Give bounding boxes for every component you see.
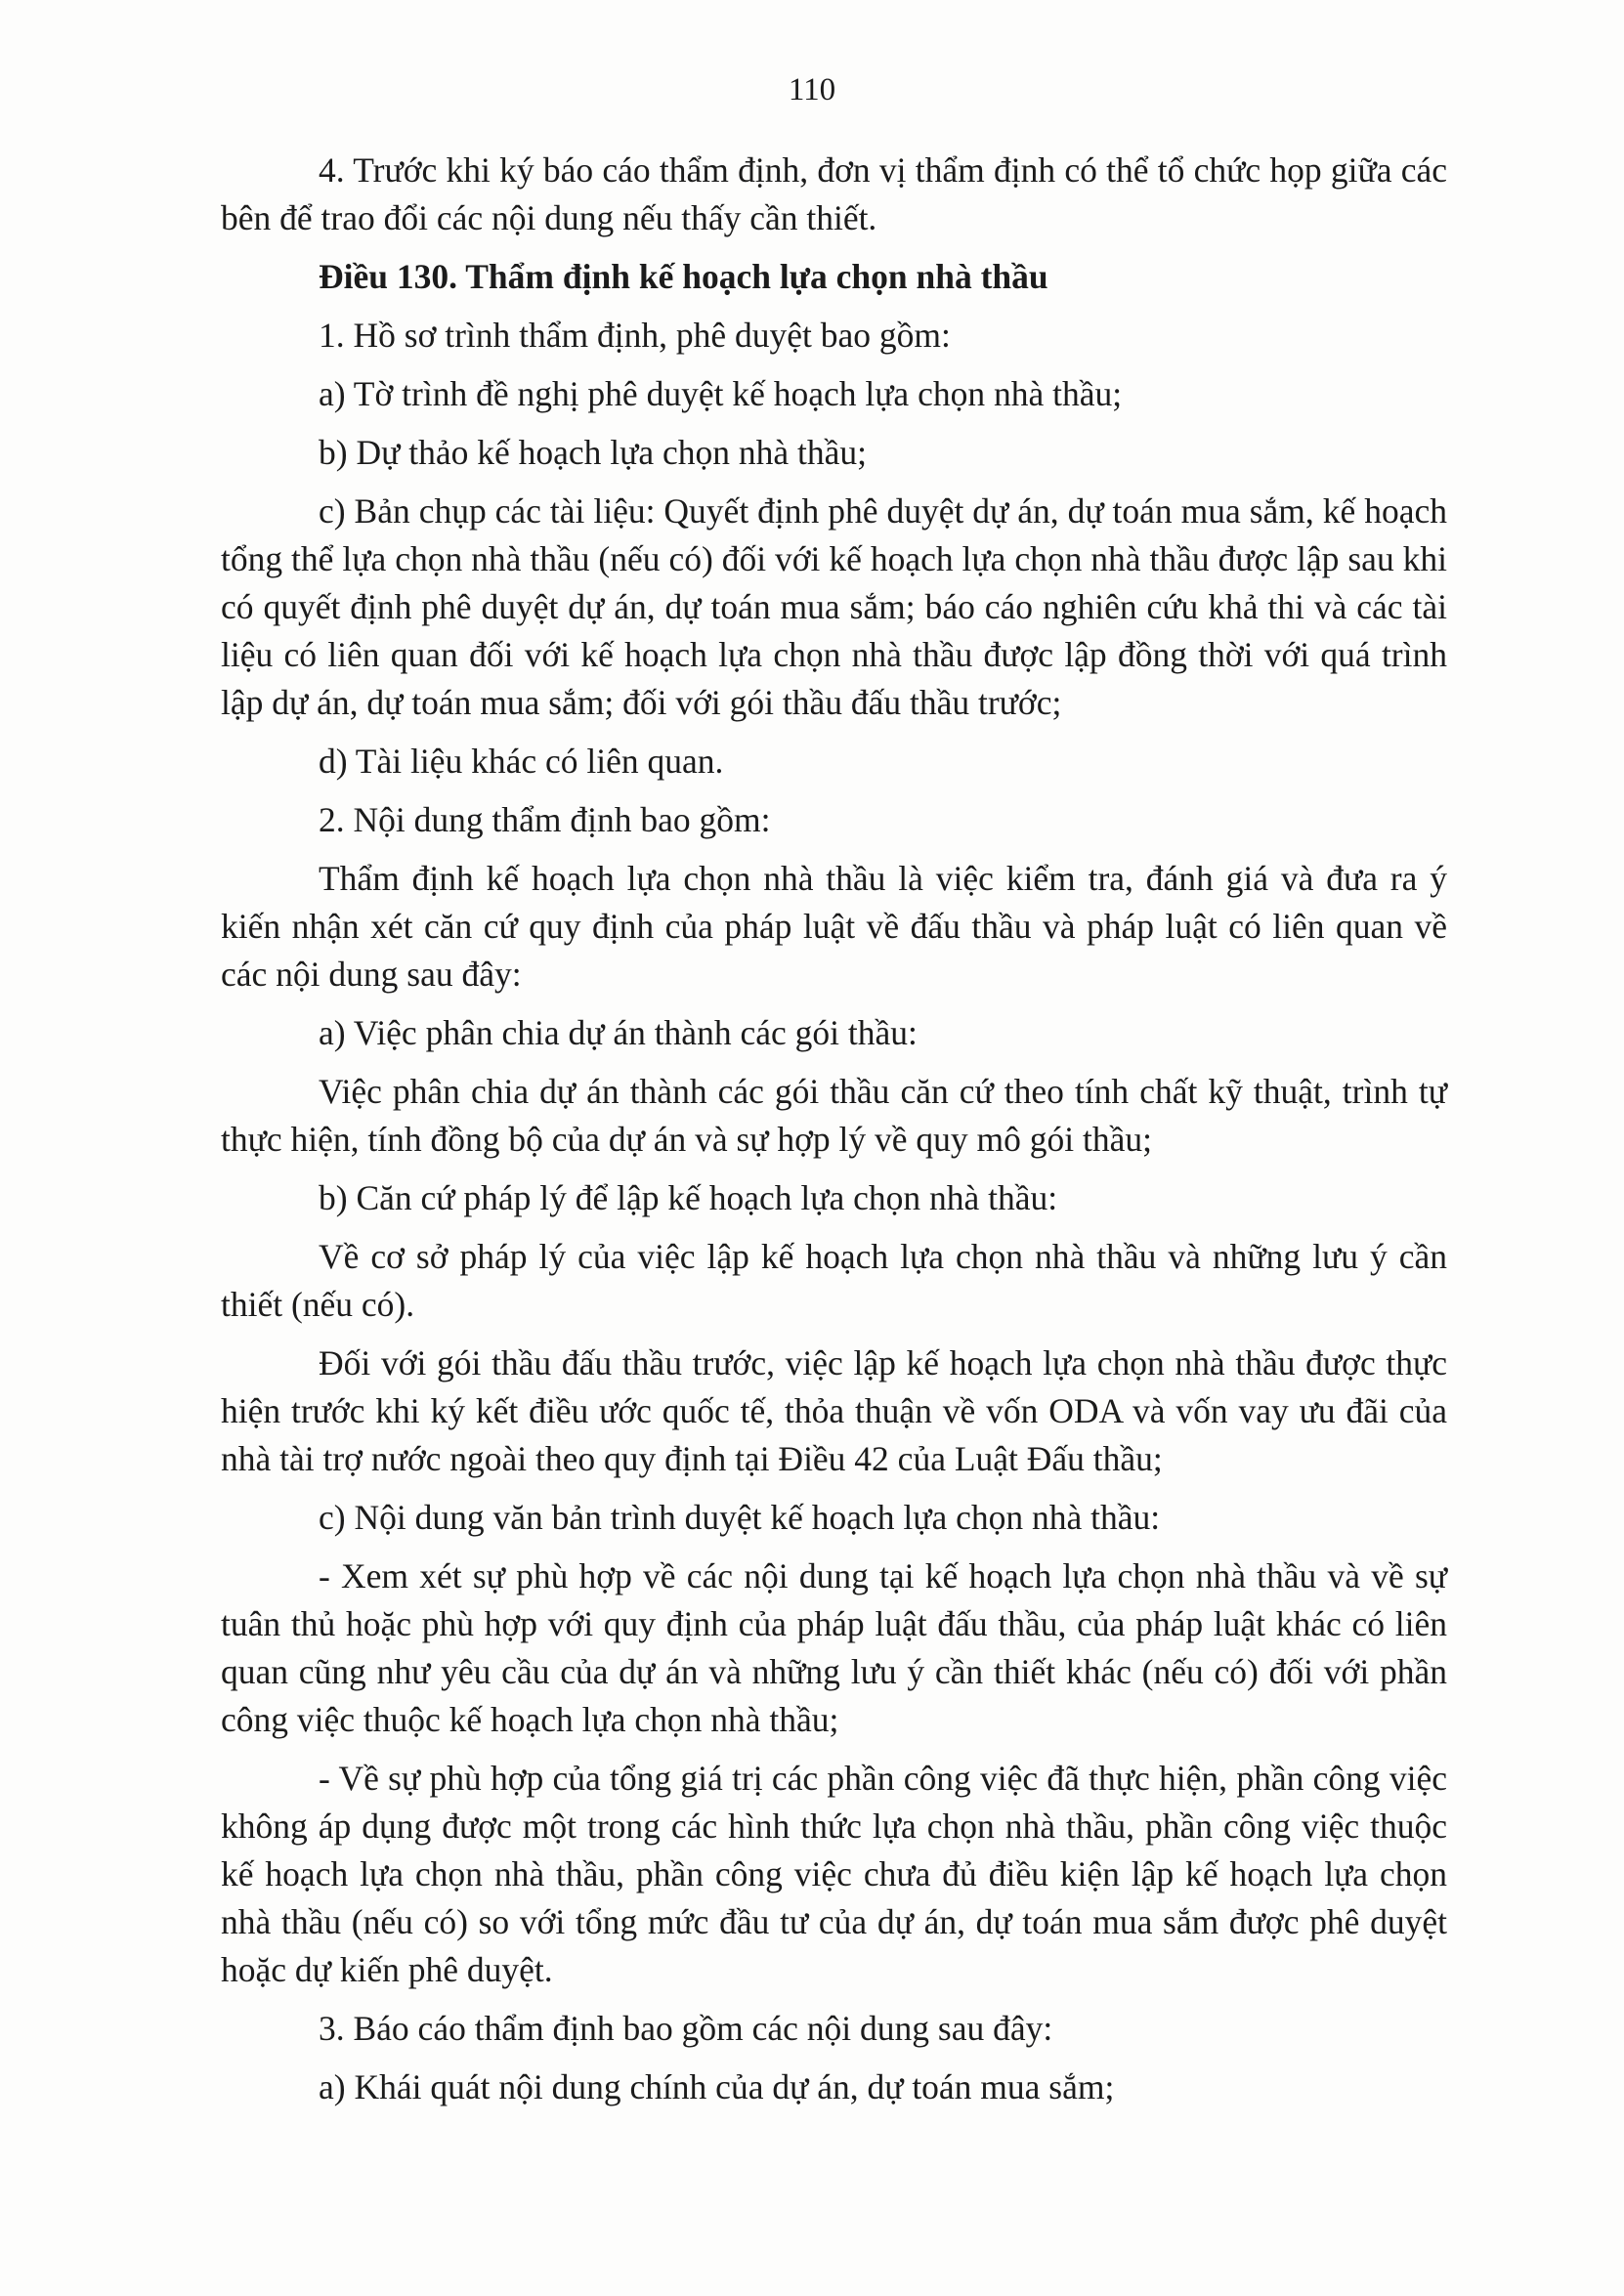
item-a-package-division: a) Việc phân chia dự án thành các gói thầu: (319, 1013, 918, 1052)
item-c-submission-content: c) Nội dung văn bản trình duyệt kế hoạch lựa chọn nhà thầu: (319, 1498, 1161, 1537)
clause-1-dossier: 1. Hồ sơ trình thẩm định, phê duyệt bao gồm: (319, 316, 951, 355)
article-130-heading: Điều 130. Thẩm định kế hoạch lựa chọn nhà thầu (319, 257, 1048, 296)
paragraph-4-pre-signing-meeting: 4. Trước khi ký báo cáo thẩm định, đơn vị thẩm định có thể tổ chức họp giữa các bên để trao đổi các nội dung nếu thấy cần thiết. (221, 150, 1447, 237)
item-a-submission: a) Tờ trình đề nghị phê duyệt kế hoạch lựa chọn nhà thầu; (319, 374, 1123, 413)
item-b-legal-basis: b) Căn cứ pháp lý để lập kế hoạch lựa chọn nhà thầu: (319, 1178, 1058, 1217)
clause-2-appraisal-content: 2. Nội dung thẩm định bao gồm: (319, 800, 771, 839)
item-c-document-copies: c) Bản chụp các tài liệu: Quyết định phê duyệt dự án, dự toán mua sắm, kế hoạch tổng thể lựa chọn nhà thầu (nếu có) đối với kế hoạch lựa chọn nhà thầu được lập sau khi có quyết định phê duyệt dự án, dự toán mua sắm; báo cáo nghiên cứu khả thi và các tài liệu có liên quan đối với kế hoạch lựa chọn nhà thầu được lập đồng thời với quá trình lập dự án, dự toán mua sắm; đối với gói thầu đấu thầu trước; (221, 491, 1447, 722)
item-b-draft-plan: b) Dự thảo kế hoạch lựa chọn nhà thầu; (319, 433, 867, 472)
item-d-other-documents: d) Tài liệu khác có liên quan. (319, 742, 724, 781)
package-division-detail: Việc phân chia dự án thành các gói thầu căn cứ theo tính chất kỹ thuật, trình tự thực hiện, tính đồng bộ của dự án và sự hợp lý về quy mô gói thầu; (221, 1072, 1447, 1159)
bullet-total-value-review: - Về sự phù hợp của tổng giá trị các phần công việc đã thực hiện, phần công việc không áp dụng được một trong các hình thức lựa chọn nhà thầu, phần công việc thuộc kế hoạch lựa chọn nhà thầu, phần công việc chưa đủ điều kiện lập kế hoạch lựa chọn nhà thầu (nếu có) so với tổng mức đầu tư của dự án, dự toán mua sắm được phê duyệt hoặc dự kiến phê duyệt. (221, 1759, 1447, 1989)
bullet-conformity-review: - Xem xét sự phù hợp về các nội dung tại kế hoạch lựa chọn nhà thầu và về sự tuân thủ hoặc phù hợp với quy định của pháp luật đấu thầu, của pháp luật khác có liên quan cũng như yêu cầu của dự án và những lưu ý cần thiết khác (nếu có) đối với phần công việc thuộc kế hoạch lựa chọn nhà thầu; (221, 1556, 1447, 1739)
appraisal-definition: Thẩm định kế hoạch lựa chọn nhà thầu là việc kiểm tra, đánh giá và đưa ra ý kiến nhận xét căn cứ quy định của pháp luật về đấu thầu và pháp luật có liên quan về các nội dung sau đây: (221, 859, 1447, 994)
legal-basis-detail: Về cơ sở pháp lý của việc lập kế hoạch lựa chọn nhà thầu và những lưu ý cần thiết (nếu có). (221, 1237, 1447, 1324)
advance-procurement-detail: Đối với gói thầu đấu thầu trước, việc lập kế hoạch lựa chọn nhà thầu được thực hiện trước khi ký kết điều ước quốc tế, thỏa thuận về vốn ODA và vốn vay ưu đãi của nhà tài trợ nước ngoài theo quy định tại Điều 42 của Luật Đấu thầu; (221, 1343, 1447, 1478)
document-body (221, 147, 1447, 2111)
item-a-project-overview: a) Khái quát nội dung chính của dự án, dự toán mua sắm; (319, 2067, 1115, 2106)
page-number: 110 (788, 72, 836, 107)
clause-3-appraisal-report: 3. Báo cáo thẩm định bao gồm các nội dung sau đây: (319, 2009, 1053, 2048)
